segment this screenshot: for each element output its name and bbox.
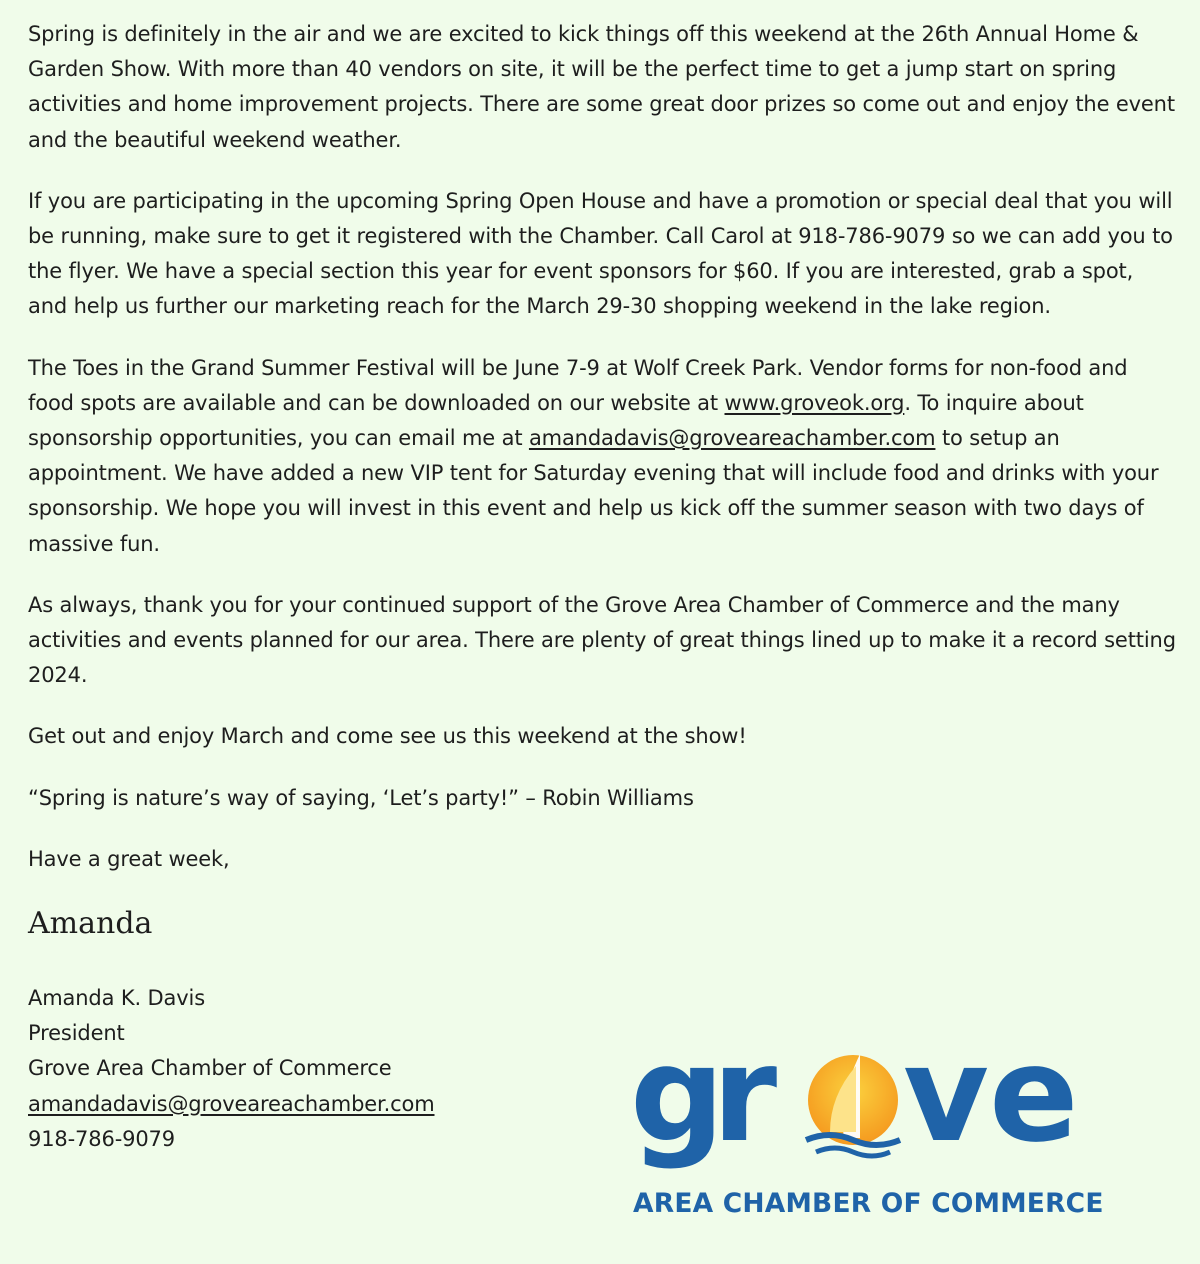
closing: Have a great week, [28,846,230,871]
contact-email-link[interactable]: amandadavis@groveareachamber.com [28,1091,435,1116]
website-link[interactable]: www.groveok.org [724,390,905,415]
grove-logo-graphic [630,1040,1130,1185]
paragraph-spring-open-house: If you are participating in the upcoming Spring Open House and have a promotion or special deal that you will be running, make sure to get it registered with the Chamber. Call Carol at 918-786-9079 so we can add you to the flyer. We have a special section this year for event sponsors for $60. If you are interested, grab a spot, and help us further our marketing reach for the March 29-30 shopping weekend in the lake region. [28,188,1173,319]
contact-title: President [28,1021,125,1046]
email-link[interactable]: amandadavis@groveareachamber.com [528,426,936,451]
signature: Amanda [28,906,153,942]
wordmark-r: r [712,1040,778,1172]
festival-text-3: to setup an appointment. We have added a new VIP tent for Saturday evening that will include food and drinks with your sponsorship. We hope you will invest in this event and help us kick off the summer season with two days of massive fun. [28,426,1159,556]
grove-chamber-logo [630,1040,1130,1230]
festival-text-2: . To inquire about sponsorship opportunities, you can email me at [28,390,1084,451]
logo-tagline: AREA CHAMBER OF COMMERCE [633,1188,1104,1219]
paragraph-thank-you: As always, thank you for your continued support of the Grove Area Chamber of Commerce and the many activities and events planned for our area. There are plenty of great things lined up to make it a record setting 2024. [28,592,1176,688]
paragraph-home-garden-show: Spring is definitely in the air and we are excited to kick things off this weekend at the 26th Annual Home & Garden Show. With more than 40 vendors on site, it will be the perfect time to get a jump start on spring activities and home improvement projects. There are some great door prizes so come out and enjoy the event and the beautiful weekend weather. [28,22,1175,152]
contact-organization: Grove Area Chamber of Commerce [28,1056,392,1081]
wordmark-g: g [630,1040,725,1172]
sun-sailboat-icon [806,1054,900,1156]
paragraph-summer-festival [28,351,1178,562]
quote: “Spring is nature’s way of saying, ‘Let’s party!” – Robin Williams [28,785,694,810]
wordmark-ve: ve [903,1040,1079,1172]
letter-body [28,17,1178,1157]
contact-name: Amanda K. Davis [28,986,205,1011]
paragraph-enjoy-march: Get out and enjoy March and come see us this weekend at the show! [28,724,747,749]
contact-phone: 918-786-9079 [28,1126,175,1151]
festival-text-1: The Toes in the Grand Summer Festival will be June 7-9 at Wolf Creek Park. Vendor forms for non-food and food spots are available and can be downloaded on our website at [28,355,1128,415]
